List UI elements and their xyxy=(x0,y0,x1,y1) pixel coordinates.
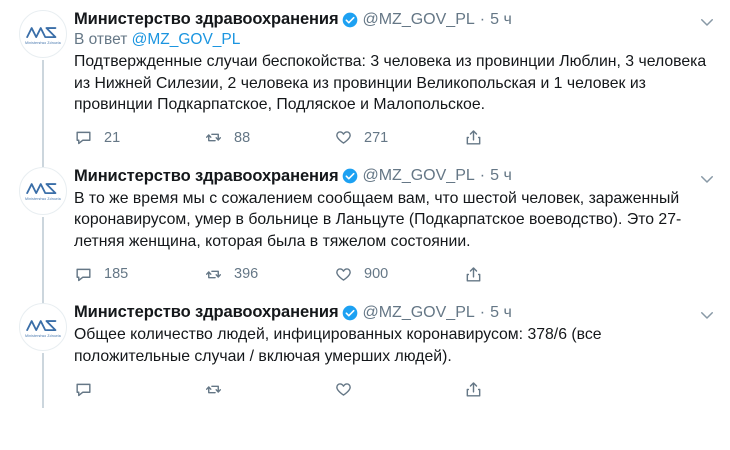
retweet-action[interactable] xyxy=(204,265,334,284)
tweet-actions xyxy=(74,123,604,153)
share-action[interactable] xyxy=(464,128,483,147)
reply-action[interactable] xyxy=(74,128,204,147)
avatar-column xyxy=(14,167,72,290)
avatar[interactable] xyxy=(19,167,67,215)
tweet-timestamp[interactable]: 5 ч xyxy=(490,10,512,28)
thread-connector-line xyxy=(42,217,44,304)
tweet-body xyxy=(72,167,716,290)
share-icon xyxy=(464,265,483,284)
ministry-of-health-logo-icon xyxy=(26,317,60,333)
tweet-text: В то же время мы с сожалением сообщаем вам, что шестой человек, зараженный коронавирусом, умер в больнице в Ланьцуте (Подкарпатское воеводство). Это 27-летняя женщина, которая была в тяжелом состоянии. xyxy=(74,189,682,250)
reply-icon xyxy=(74,380,93,399)
reply-icon xyxy=(74,265,93,284)
verified-badge-icon xyxy=(342,12,358,28)
retweet-icon xyxy=(204,380,223,399)
tweet-body xyxy=(72,10,716,153)
tweet-body xyxy=(72,303,716,404)
reply-mention-link[interactable]: @MZ_GOV_PL xyxy=(131,31,241,48)
heart-icon xyxy=(334,128,353,147)
avatar-column xyxy=(14,10,72,153)
author-handle[interactable]: @MZ_GOV_PL xyxy=(362,167,475,184)
author-display-name[interactable]: Министерство здравоохранения xyxy=(74,303,339,321)
share-action[interactable] xyxy=(464,380,483,399)
avatar-column xyxy=(14,303,72,404)
chevron-down-icon[interactable] xyxy=(698,13,716,31)
retweet-count: 88 xyxy=(234,129,251,146)
reply-action[interactable] xyxy=(74,380,204,399)
author-display-name[interactable]: Министерство здравоохранения xyxy=(74,10,339,28)
verified-badge-icon xyxy=(342,305,358,321)
tweet-actions xyxy=(74,374,604,404)
tweet-timestamp[interactable]: 5 ч xyxy=(490,167,512,184)
chevron-down-icon[interactable] xyxy=(698,170,716,188)
chevron-down-icon[interactable] xyxy=(698,306,716,324)
like-action[interactable] xyxy=(334,128,464,147)
avatar-logo-caption: Ministerstwo Zdrowia xyxy=(25,196,61,202)
tweet-header xyxy=(74,10,716,29)
tweet-item[interactable] xyxy=(0,0,730,157)
avatar-logo-caption: Ministerstwo Zdrowia xyxy=(25,40,61,45)
meta-separator: · xyxy=(479,10,486,28)
like-action[interactable] xyxy=(334,265,464,284)
tweet-text: Подтвержденные случаи беспокойства: 3 человека из провинции Люблин, 3 человека из Нижней Силезии, 2 человека из провинции Великопольская и 1 человек из провинции Подкарпатское, Подляское и Малопольское. xyxy=(74,53,707,113)
retweet-action[interactable] xyxy=(204,128,334,147)
share-icon xyxy=(464,380,483,399)
share-action[interactable] xyxy=(464,265,483,284)
meta-separator: · xyxy=(479,167,486,184)
like-count: 900 xyxy=(364,266,389,282)
thread-connector-line xyxy=(42,353,44,408)
reply-prefix-label: В ответ xyxy=(74,31,128,48)
avatar[interactable] xyxy=(19,303,67,351)
share-icon xyxy=(464,128,483,147)
avatar-logo-caption: Ministerstwo Zdrowia xyxy=(25,333,61,338)
tweet-header xyxy=(74,167,716,186)
reply-context xyxy=(74,31,716,49)
retweet-action[interactable] xyxy=(204,380,334,399)
tweet-timestamp[interactable]: 5 ч xyxy=(490,303,512,321)
ministry-of-health-logo-icon xyxy=(26,180,60,196)
author-handle[interactable]: @MZ_GOV_PL xyxy=(362,10,475,28)
heart-icon xyxy=(334,265,353,284)
retweet-count: 396 xyxy=(234,266,259,282)
meta-separator: · xyxy=(479,303,486,321)
ministry-of-health-logo-icon xyxy=(26,24,60,40)
reply-icon xyxy=(74,128,93,147)
author-display-name[interactable]: Министерство здравоохранения xyxy=(74,166,339,185)
reply-count: 185 xyxy=(104,266,129,282)
like-count: 271 xyxy=(364,129,389,146)
reply-count: 21 xyxy=(104,129,121,146)
tweet-actions xyxy=(74,259,604,289)
reply-action[interactable] xyxy=(74,265,204,284)
author-handle[interactable]: @MZ_GOV_PL xyxy=(362,303,475,321)
retweet-icon xyxy=(204,128,223,147)
heart-icon xyxy=(334,380,353,399)
like-action[interactable] xyxy=(334,380,464,399)
tweet-item[interactable] xyxy=(0,157,730,294)
tweet-text: Общее количество людей, инфицированных коронавирусом: 378/6 (все положительные случаи / включая умерших людей). xyxy=(74,326,602,365)
avatar[interactable] xyxy=(19,10,67,58)
verified-badge-icon xyxy=(342,168,358,184)
retweet-icon xyxy=(204,265,223,284)
thread-connector-line xyxy=(42,60,44,167)
tweet-item[interactable] xyxy=(0,293,730,408)
tweet-header xyxy=(74,303,716,322)
